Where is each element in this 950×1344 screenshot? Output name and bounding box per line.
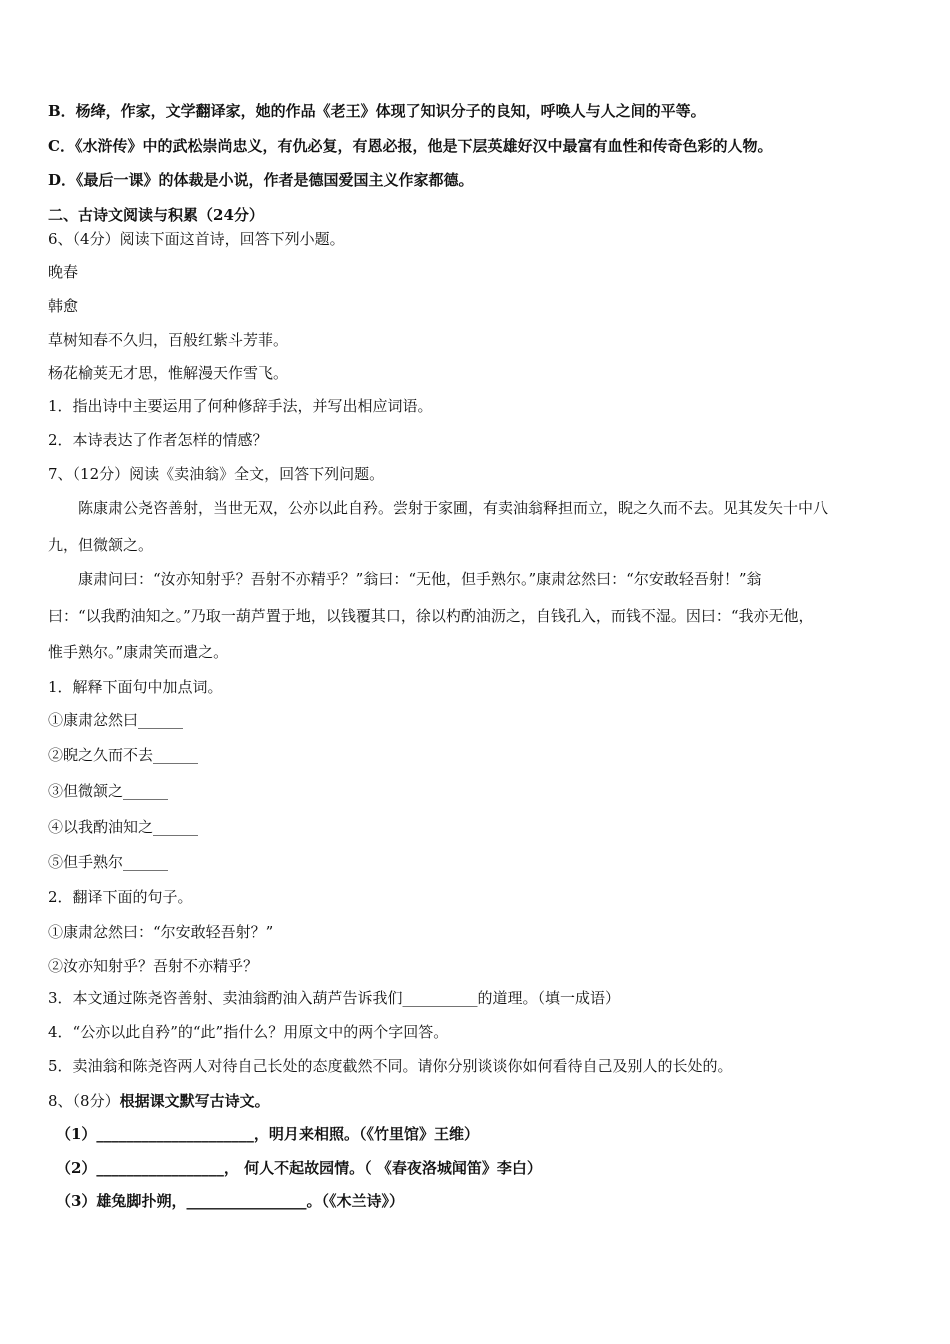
q6-stem: 6、（4分）阅读下面这首诗，回答下列小题。 [48, 230, 345, 248]
passage-line: 陈康肃公尧咨善射，当世无双，公亦以此自矜。尝射于家圃，有卖油翁释担而立，睨之久而不去。见其发矢十中八 [78, 499, 829, 517]
q6-sub2: 2．本诗表达了作者怎样的情感？ [48, 431, 268, 449]
choice-b: B．杨绛，作家，文学翻译家，她的作品《老王》体现了知识分子的良知，呼唤人与人之间的平等。 [48, 102, 706, 120]
q7-stem: 7、（12分）阅读《卖油翁》全文，回答下列问题。 [48, 465, 385, 483]
fill-item: ②睨之久而不去______ [48, 746, 199, 764]
q8-stem-bold: 根据课文默写古诗文。 [119, 1092, 270, 1110]
passage-line: 曰：“以我酌油知之。”乃取一葫芦置于地，以钱覆其口，徐以杓酌油沥之，自钱孔入，而钱不湿。因曰：“我亦无他， [48, 607, 814, 625]
fill-item: ③但微颔之______ [48, 782, 169, 800]
dictation-line: （1）_____________________，明月来相照。（《竹里馆》王维） [56, 1125, 479, 1143]
choice-c: C．《水浒传》中的武松崇尚忠义，有仇必复，有恩必报，他是下层英雄好汉中最富有血性和传奇色彩的人物。 [48, 137, 773, 155]
passage-line: 九，但微颔之。 [48, 536, 154, 554]
q6-sub1: 1．指出诗中主要运用了何种修辞手法，并写出相应词语。 [48, 397, 433, 415]
translate-item: ①康肃忿然曰：“尔安敢轻吾射？” [48, 923, 274, 941]
passage-line: 康肃问曰：“汝亦知射乎？吾射不亦精乎？”翁曰：“无他，但手熟尔。”康肃忿然曰：“尔安敢轻吾射！”翁 [78, 570, 762, 588]
q7-sub5: 5．卖油翁和陈尧咨两人对待自己长处的态度截然不同。请你分别谈谈你如何看待自己及别人的长处的。 [48, 1057, 733, 1075]
fill-item: ①康肃忿然曰______ [48, 711, 184, 729]
section-heading: 二、古诗文阅读与积累（24分） [48, 206, 264, 224]
dictation-line: （2）_________________， 何人不起故园情。（ 《春夜洛城闻笛》李白） [56, 1159, 542, 1177]
dictation-line: （3）雄兔脚扑朔，________________。（《木兰诗》） [56, 1192, 404, 1210]
q7-sub3: 3．本文通过陈尧咨善射、卖油翁酌油入葫芦告诉我们__________的道理。（填一成语） [48, 989, 621, 1007]
translate-item: ②汝亦知射乎？吾射不亦精乎？ [48, 957, 259, 975]
fill-item: ⑤但手熟尔______ [48, 853, 169, 871]
q7-sub4: 4．“公亦以此自矜”的“此”指什么？用原文中的两个字回答。 [48, 1023, 449, 1041]
passage-line: 惟手熟尔。”康肃笑而遣之。 [48, 643, 229, 661]
fill-item: ④以我酌油知之______ [48, 818, 199, 836]
poem-line: 草树知春不久归，百般红紫斗芳菲。 [48, 331, 289, 349]
choice-d: D．《最后一课》的体裁是小说，作者是德国爱国主义作家都德。 [48, 171, 474, 189]
q7-sub2: 2．翻译下面的句子。 [48, 888, 193, 906]
poem-title: 晚春 [48, 263, 79, 281]
q8-stem [48, 1091, 920, 1111]
q8-stem-prefix: 8、（8分） [48, 1092, 120, 1110]
q7-sub1: 1．解释下面句中加点词。 [48, 678, 223, 696]
poem-line: 杨花榆荚无才思，惟解漫天作雪飞。 [48, 364, 289, 382]
poem-author: 韩愈 [48, 297, 79, 315]
